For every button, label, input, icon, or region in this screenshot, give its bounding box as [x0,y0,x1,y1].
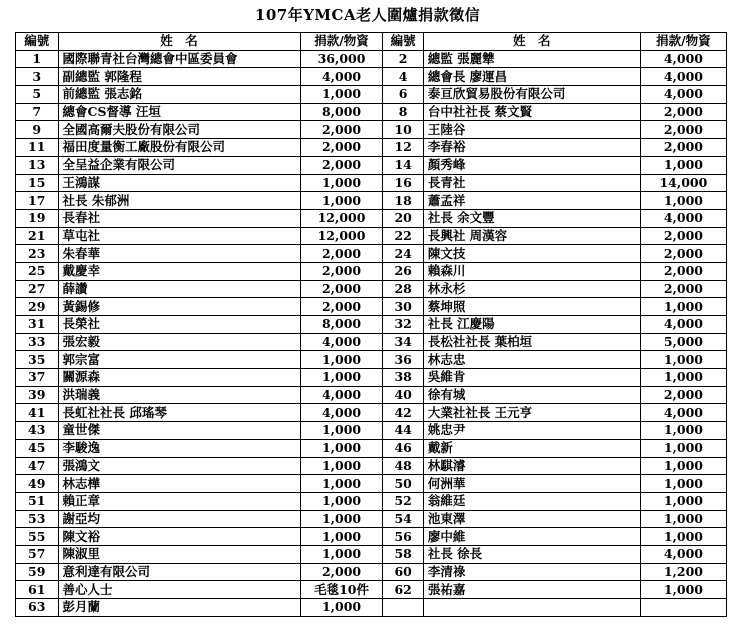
donor-number-right: 24 [383,245,423,263]
donor-number-right: 58 [383,545,423,563]
donation-amount-left: 36,000 [300,50,383,68]
donor-name-right: 總會長 廖運昌 [423,68,640,86]
donation-amount-right: 2,000 [640,121,726,139]
donation-amount-left: 2,000 [300,262,383,280]
donation-amount-right: 4,000 [640,404,726,422]
donor-name-right: 何洲華 [423,475,640,493]
donor-number-left: 59 [16,563,59,581]
donation-amount-right: 14,000 [640,174,726,192]
donor-number-right: 6 [383,86,423,104]
donor-number-right: 8 [383,103,423,121]
table-row [16,599,727,617]
table-row [16,386,727,404]
donation-amount-left: 毛毯10件 [300,581,383,599]
donor-name-right [423,599,640,617]
donor-number-left: 9 [16,121,59,139]
donor-name-left: 彭月蘭 [58,599,300,617]
donor-name-right: 大業社社長 王元亨 [423,404,640,422]
donor-name-left: 陳文裕 [58,528,300,546]
donor-name-left: 福田度量衡工廠股份有限公司 [58,139,300,157]
donor-name-right: 總監 張麗犨 [423,50,640,68]
donation-amount-left: 4,000 [300,404,383,422]
donor-name-left: 洪瑞義 [58,386,300,404]
donor-number-left: 33 [16,333,59,351]
donation-table-body [16,50,727,616]
donation-table [15,32,727,617]
table-row [16,262,727,280]
donation-amount-left: 2,000 [300,298,383,316]
table-row [16,174,727,192]
donor-name-left: 社長 朱郁洲 [58,192,300,210]
document-title: 107年YMCA老人圍爐捐款徵信 [254,6,481,24]
donor-number-left: 37 [16,369,59,387]
donor-name-left: 全國高爾夫股份有限公司 [58,121,300,139]
donor-name-left: 善心人士 [58,581,300,599]
donor-number-right: 30 [383,298,423,316]
donor-number-right: 34 [383,333,423,351]
donation-amount-right: 1,000 [640,192,726,210]
donation-amount-left: 1,000 [300,457,383,475]
donation-amount-left: 2,000 [300,563,383,581]
header-name-right: 姓 名 [423,33,640,51]
donor-name-right: 姚忠尹 [423,422,640,440]
donor-name-right: 張祐嘉 [423,581,640,599]
table-row [16,68,727,86]
donor-name-right: 社長 徐長 [423,545,640,563]
donor-number-right: 32 [383,316,423,334]
table-row [16,351,727,369]
table-row [16,563,727,581]
donation-amount-left: 1,000 [300,475,383,493]
donation-amount-right: 2,000 [640,280,726,298]
donation-amount-right: 1,000 [640,369,726,387]
donation-amount-left: 1,000 [300,422,383,440]
donor-number-left: 13 [16,156,59,174]
donor-name-left: 長春社 [58,209,300,227]
table-row [16,316,727,334]
donor-name-left: 林志樺 [58,475,300,493]
donor-name-left: 郭宗富 [58,351,300,369]
donor-name-right: 長松社社長 葉柏垣 [423,333,640,351]
donor-name-left: 薛讚 [58,280,300,298]
donation-amount-right: 1,000 [640,510,726,528]
donation-amount-left: 2,000 [300,139,383,157]
donor-name-left: 總會CS督導 汪垣 [58,103,300,121]
donation-amount-left: 1,000 [300,492,383,510]
donor-number-right: 60 [383,563,423,581]
donor-name-left: 陳淑里 [58,545,300,563]
donor-number-left: 27 [16,280,59,298]
donation-amount-right: 1,000 [640,457,726,475]
donor-number-right: 28 [383,280,423,298]
donor-name-left: 黃錫修 [58,298,300,316]
donor-name-left: 長虹社社長 邱瑤琴 [58,404,300,422]
donor-name-right: 吳維肯 [423,369,640,387]
table-row [16,581,727,599]
donor-number-right: 26 [383,262,423,280]
donation-amount-right: 1,000 [640,351,726,369]
donation-amount-left: 2,000 [300,280,383,298]
donor-name-left: 朱春華 [58,245,300,263]
donation-amount-right: 1,200 [640,563,726,581]
donor-number-left: 47 [16,457,59,475]
donor-number-right: 16 [383,174,423,192]
donor-number-left: 39 [16,386,59,404]
donation-amount-left: 1,000 [300,192,383,210]
donor-name-right: 翁維廷 [423,492,640,510]
donor-number-left: 23 [16,245,59,263]
donor-number-right: 18 [383,192,423,210]
table-row [16,545,727,563]
donation-amount-right: 4,000 [640,50,726,68]
header-amount-right: 捐款/物資 [640,33,726,51]
donation-amount-right: 1,000 [640,581,726,599]
donation-amount-right [640,599,726,617]
donor-name-left: 國際聯青社台灣總會中區委員會 [58,50,300,68]
donation-amount-right: 4,000 [640,86,726,104]
donation-amount-left: 2,000 [300,156,383,174]
donor-name-right: 台中社社長 蔡文賢 [423,103,640,121]
donor-number-left: 21 [16,227,59,245]
donation-amount-left: 1,000 [300,528,383,546]
table-row [16,192,727,210]
donor-name-left: 前總監 張志銘 [58,86,300,104]
donation-amount-right: 1,000 [640,156,726,174]
donation-amount-right: 1,000 [640,528,726,546]
donor-name-left: 張宏毅 [58,333,300,351]
header-number-right: 編號 [383,33,423,51]
table-row [16,103,727,121]
donation-amount-right: 2,000 [640,103,726,121]
donor-name-right: 池東澤 [423,510,640,528]
donor-number-right: 36 [383,351,423,369]
donation-amount-left: 4,000 [300,333,383,351]
header-amount-left: 捐款/物資 [300,33,383,51]
donor-number-right: 44 [383,422,423,440]
donor-number-right: 56 [383,528,423,546]
donor-name-left: 草屯社 [58,227,300,245]
donation-amount-left: 4,000 [300,386,383,404]
table-row [16,333,727,351]
donor-name-right: 廖中維 [423,528,640,546]
table-row [16,209,727,227]
donor-number-left: 31 [16,316,59,334]
donor-name-left: 全呈益企業有限公司 [58,156,300,174]
table-row [16,475,727,493]
donation-amount-right: 1,000 [640,475,726,493]
donation-amount-left: 1,000 [300,599,383,617]
donation-amount-right: 1,000 [640,422,726,440]
donor-number-left: 25 [16,262,59,280]
header-name-left: 姓 名 [58,33,300,51]
donation-amount-left: 1,000 [300,369,383,387]
table-row [16,156,727,174]
table-row [16,528,727,546]
donor-name-right: 社長 余文豐 [423,209,640,227]
donor-number-right: 42 [383,404,423,422]
donor-number-right [383,599,423,617]
donation-amount-right: 2,000 [640,227,726,245]
donor-name-right: 林騏濬 [423,457,640,475]
donor-name-right: 泰亘欣貿易股份有限公司 [423,86,640,104]
donation-amount-left: 2,000 [300,121,383,139]
donor-name-left: 關源森 [58,369,300,387]
donor-number-left: 57 [16,545,59,563]
donation-amount-left: 12,000 [300,209,383,227]
donor-name-left: 賴正章 [58,492,300,510]
donation-amount-left: 1,000 [300,439,383,457]
donor-name-left: 意利達有限公司 [58,563,300,581]
donation-amount-left: 1,000 [300,510,383,528]
donor-number-left: 15 [16,174,59,192]
donor-name-right: 李清祿 [423,563,640,581]
table-row [16,280,727,298]
donation-amount-left: 8,000 [300,316,383,334]
table-row [16,457,727,475]
table-row [16,245,727,263]
table-row [16,227,727,245]
table-header-row [16,33,727,51]
donor-number-right: 54 [383,510,423,528]
donation-amount-left: 12,000 [300,227,383,245]
donor-number-left: 43 [16,422,59,440]
donor-number-left: 41 [16,404,59,422]
donor-number-right: 10 [383,121,423,139]
donor-name-right: 賴森川 [423,262,640,280]
donor-number-right: 22 [383,227,423,245]
donor-number-right: 40 [383,386,423,404]
donor-name-left: 王鴻謀 [58,174,300,192]
donor-number-right: 62 [383,581,423,599]
donation-amount-right: 5,000 [640,333,726,351]
donor-name-right: 林志忠 [423,351,640,369]
donor-number-left: 7 [16,103,59,121]
donor-number-left: 19 [16,209,59,227]
donor-number-left: 1 [16,50,59,68]
donor-number-left: 49 [16,475,59,493]
donor-name-left: 張鴻文 [58,457,300,475]
donor-number-left: 51 [16,492,59,510]
donor-name-left: 李駿逸 [58,439,300,457]
donor-number-left: 45 [16,439,59,457]
donation-amount-right: 1,000 [640,298,726,316]
donation-amount-right: 2,000 [640,262,726,280]
donor-number-right: 38 [383,369,423,387]
donor-number-right: 2 [383,50,423,68]
donor-name-right: 長興社 周漢容 [423,227,640,245]
table-row [16,121,727,139]
donation-amount-right: 2,000 [640,386,726,404]
donor-number-left: 63 [16,599,59,617]
donor-name-right: 戴新 [423,439,640,457]
donation-amount-right: 1,000 [640,492,726,510]
donor-number-left: 11 [16,139,59,157]
table-row [16,510,727,528]
donor-number-left: 53 [16,510,59,528]
donor-number-left: 55 [16,528,59,546]
donor-number-left: 3 [16,68,59,86]
donation-amount-right: 4,000 [640,316,726,334]
donor-name-right: 王陸谷 [423,121,640,139]
donation-amount-left: 1,000 [300,545,383,563]
donation-amount-right: 2,000 [640,139,726,157]
donor-number-left: 5 [16,86,59,104]
header-number-left: 編號 [16,33,59,51]
table-row [16,86,727,104]
donor-number-right: 14 [383,156,423,174]
donor-number-left: 35 [16,351,59,369]
donation-amount-right: 4,000 [640,209,726,227]
donor-name-right: 李春裕 [423,139,640,157]
table-row [16,404,727,422]
donation-amount-left: 1,000 [300,351,383,369]
table-row [16,439,727,457]
donor-name-right: 社長 江慶陽 [423,316,640,334]
table-row [16,298,727,316]
donation-amount-right: 4,000 [640,545,726,563]
donor-name-left: 副總監 郭隆程 [58,68,300,86]
donation-amount-left: 1,000 [300,86,383,104]
donation-amount-right: 1,000 [640,439,726,457]
donor-number-right: 20 [383,209,423,227]
donor-number-left: 17 [16,192,59,210]
table-row [16,139,727,157]
donor-name-right: 蕭孟祥 [423,192,640,210]
table-row [16,369,727,387]
donor-number-right: 48 [383,457,423,475]
donation-amount-left: 2,000 [300,245,383,263]
donation-amount-left: 1,000 [300,174,383,192]
donor-number-right: 52 [383,492,423,510]
donor-name-left: 長榮社 [58,316,300,334]
donation-amount-left: 8,000 [300,103,383,121]
donor-name-right: 徐有城 [423,386,640,404]
donation-amount-left: 4,000 [300,68,383,86]
donor-number-right: 50 [383,475,423,493]
donor-number-right: 4 [383,68,423,86]
donor-number-right: 46 [383,439,423,457]
donor-name-left: 謝亞均 [58,510,300,528]
table-row [16,422,727,440]
donor-name-left: 戴慶幸 [58,262,300,280]
donor-name-right: 林永杉 [423,280,640,298]
donation-amount-right: 4,000 [640,68,726,86]
donor-number-left: 29 [16,298,59,316]
donor-name-right: 長青社 [423,174,640,192]
donor-name-left: 童世傑 [58,422,300,440]
donor-name-right: 顏秀峰 [423,156,640,174]
donor-number-left: 61 [16,581,59,599]
table-row [16,50,727,68]
table-row [16,492,727,510]
donor-name-right: 蔡坤照 [423,298,640,316]
donation-amount-right: 2,000 [640,245,726,263]
donor-name-right: 陳文技 [423,245,640,263]
donor-number-right: 12 [383,139,423,157]
